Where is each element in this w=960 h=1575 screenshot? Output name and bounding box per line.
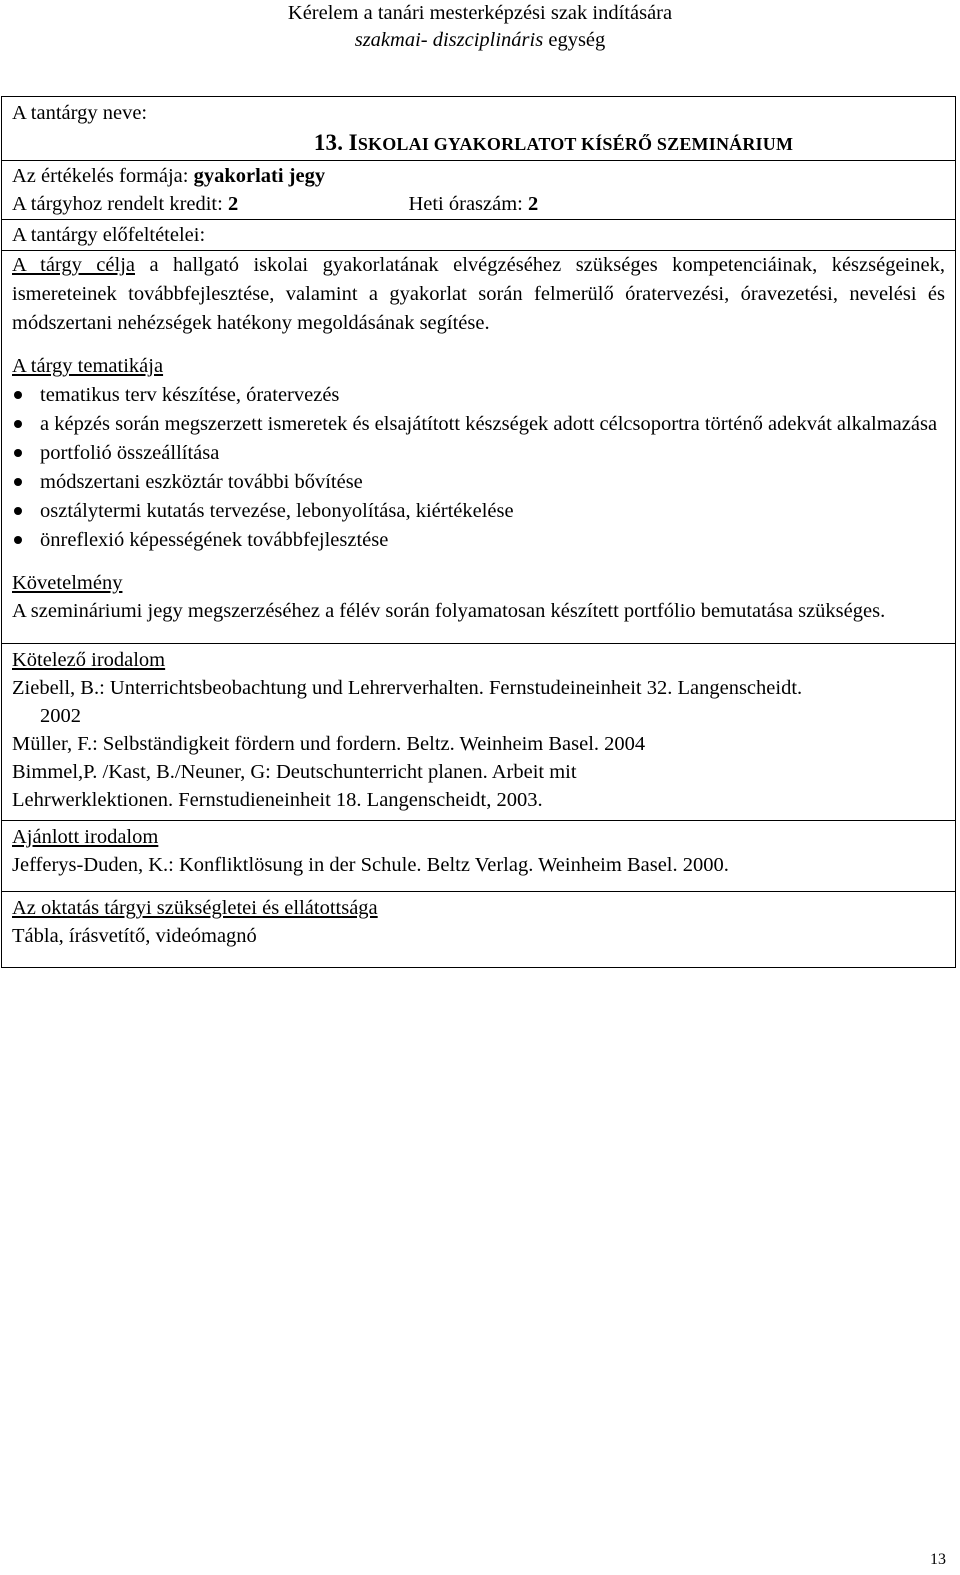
mandatory-literature-item-cont: Lehrwerklektionen. Fernstudieneinheit 18. Langenscheidt, 2003. <box>12 789 543 811</box>
evaluation-section <box>2 161 955 220</box>
course-title-initial: I <box>348 130 358 155</box>
equipment-section <box>2 892 955 967</box>
equipment-text: Tábla, írásvetítő, videómagnó <box>12 925 257 947</box>
mandatory-literature-item: Ziebell, B.: Unterrichtsbeobachtung und Lehrerverhalten. Fernstudeineinheit 32. Langenscheidt. <box>12 677 803 699</box>
credit-label: A tárgyhoz rendelt kredit: <box>12 193 228 215</box>
topic-item: osztálytermi kutatás tervezése, lebonyolítása, kiértékelése <box>12 497 945 526</box>
topics-list <box>12 381 945 555</box>
credit-value: 2 <box>227 193 239 215</box>
bullet-icon <box>14 507 22 515</box>
goal-text: a hallgató iskolai gyakorlatának elvégzéséhez szükséges kompetenciáinak, készségeinek, ismereteinek továbbfejlesztése, valamint a gyakorlat során felmerülő óratervezési, óravezetési, nevelési és módszertani nehézségek hatékony megoldásának segítése. <box>12 254 945 334</box>
hours-value: 2 <box>528 193 539 215</box>
hours-label: Heti óraszám: <box>408 193 528 215</box>
prerequisites-label: A tantárgy előfeltételei: <box>12 224 206 246</box>
topic-item: módszertani eszköztár további bővítése <box>12 468 945 497</box>
course-title <box>12 129 945 158</box>
equipment-label: Az oktatás tárgyi szükségletei és ellátottsága <box>12 897 378 919</box>
requirement-text: A szemináriumi jegy megszerzéséhez a félév során folyamatosan készített portfólio bemutatása szükséges. <box>12 600 886 622</box>
bullet-icon <box>14 420 22 428</box>
bullet-icon <box>14 478 22 486</box>
recommended-literature-section <box>2 821 955 892</box>
course-name-section <box>2 97 955 161</box>
topic-item: tematikus terv készítése, óratervezés <box>12 381 945 410</box>
requirement-block <box>12 569 945 625</box>
mandatory-literature-item: Bimmel,P. /Kast, B./Neuner, G: Deutschunterricht planen. Arbeit mit <box>12 761 577 783</box>
topic-item: portfolió összeállítása <box>12 439 945 468</box>
course-number: 13. <box>313 130 344 155</box>
header-subtitle <box>0 27 960 54</box>
mandatory-literature-section <box>2 644 955 821</box>
goal-label: A tárgy célja <box>12 254 135 276</box>
topics-label: A tárgy tematikája <box>12 355 164 377</box>
page-header <box>0 0 960 54</box>
content-section <box>2 251 955 644</box>
bullet-icon <box>14 391 22 399</box>
header-subtitle-rest: egység <box>543 29 606 51</box>
course-name-label: A tantárgy neve: <box>12 102 148 124</box>
mandatory-literature-label: Kötelező irodalom <box>12 649 166 671</box>
mandatory-literature-item: Müller, F.: Selbständigkeit fördern und fordern. Beltz. Weinheim Basel. 2004 <box>12 733 646 755</box>
credit-line <box>12 190 945 218</box>
header-subtitle-italic: szakmai- diszciplináris <box>354 29 544 51</box>
course-sheet <box>1 96 956 968</box>
topics-block <box>12 352 945 555</box>
evaluation-label: Az értékelés formája: <box>12 165 194 187</box>
topic-item: a képzés során megszerzett ismeretek és elsajátított készségek adott célcsoportra történő adekvát alkalmazása <box>12 410 945 439</box>
requirement-label: Követelmény <box>12 572 123 594</box>
evaluation-value: gyakorlati jegy <box>193 165 326 187</box>
evaluation-line <box>12 162 945 190</box>
recommended-literature-item: Jefferys-Duden, K.: Konfliktlösung in der Schule. Beltz Verlag. Weinheim Basel. 2000. <box>12 854 729 876</box>
page-number: 13 <box>930 1551 946 1568</box>
course-title-rest: SKOLAI GYAKORLATOT KÍSÉRŐ SZEMINÁRIUM <box>357 134 794 154</box>
goal-paragraph <box>12 251 945 338</box>
bullet-icon <box>14 536 22 544</box>
topic-item: önreflexió képességének továbbfejlesztése <box>12 526 945 555</box>
recommended-literature-label: Ajánlott irodalom <box>12 826 159 848</box>
header-title: Kérelem a tanári mesterképzési szak indítására <box>287 2 673 24</box>
prerequisites-section <box>2 220 955 251</box>
bullet-icon <box>14 449 22 457</box>
mandatory-literature-item-cont: 2002 <box>40 705 81 727</box>
